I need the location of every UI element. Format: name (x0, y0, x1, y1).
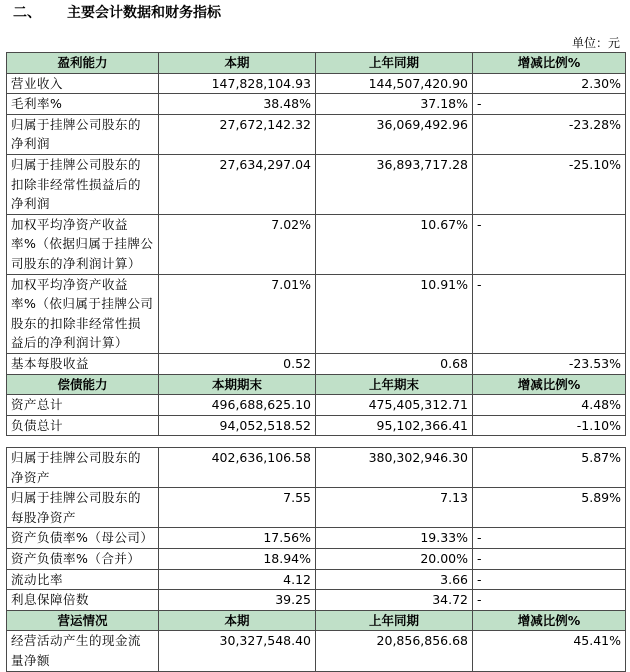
current-value: 0.52 (159, 353, 316, 374)
header-current: 本期 (159, 610, 316, 631)
current-value: 39.25 (159, 590, 316, 611)
row-label (7, 114, 159, 154)
current-value: 27,672,142.32 (159, 114, 316, 154)
current-value: 402,636,106.58 (159, 448, 316, 488)
row-label (7, 395, 159, 416)
row-label-line: 加权平均净资产收益 (11, 216, 129, 232)
row-label (7, 528, 159, 549)
previous-value: 37.18% (316, 94, 473, 115)
previous-value: 36,069,492.96 (316, 114, 473, 154)
row-label (7, 353, 159, 374)
row-label-line: 资产总计 (11, 397, 64, 413)
row-label-line: 每股净资产 (11, 509, 77, 525)
previous-value: 7.13 (316, 488, 473, 528)
row-label (7, 73, 159, 94)
header-previous: 上年同期 (316, 610, 473, 631)
row-label-line: 股东的扣除非经常性损 (11, 315, 142, 331)
row-label-line: 扣除非经常性损益后的 (11, 176, 142, 192)
row-label (7, 154, 159, 214)
change-value: - (473, 94, 626, 115)
row-label (7, 415, 159, 436)
row-label-line: 净利润 (11, 196, 51, 212)
change-value: 2.30% (473, 73, 626, 94)
previous-value: 34.72 (316, 590, 473, 611)
table-row (7, 114, 626, 154)
table-row (7, 528, 626, 549)
previous-value: 20,856,856.68 (316, 631, 473, 671)
row-label-line: 量净额 (11, 652, 51, 668)
header-previous: 上年同期 (316, 53, 473, 74)
row-label-line: 归属于挂牌公司股东的 (11, 156, 142, 172)
row-label-line: 经营活动产生的现金流 (11, 633, 142, 649)
row-label (7, 631, 159, 671)
change-value: 4.48% (473, 395, 626, 416)
row-label-line: 益后的净利润计算） (11, 335, 129, 351)
change-value: - (473, 528, 626, 549)
previous-value: 10.91% (316, 274, 473, 353)
row-label-line: 净资产 (11, 469, 51, 485)
previous-value: 20.00% (316, 548, 473, 569)
row-label (7, 274, 159, 353)
previous-value: 144,507,420.90 (316, 73, 473, 94)
row-label-line: 归属于挂牌公司股东的 (11, 450, 142, 465)
row-label (7, 94, 159, 115)
current-value: 18.94% (159, 548, 316, 569)
operation-rows (7, 631, 626, 671)
row-label-line: 归属于挂牌公司股东的 (11, 490, 142, 506)
header-change: 增减比例% (473, 53, 626, 74)
current-value: 17.56% (159, 528, 316, 549)
change-value: -23.28% (473, 114, 626, 154)
previous-value: 475,405,312.71 (316, 395, 473, 416)
profit-header-row (7, 53, 626, 74)
change-value: -23.53% (473, 353, 626, 374)
financial-table-lower (6, 447, 626, 672)
previous-value: 36,893,717.28 (316, 154, 473, 214)
header-period-end: 本期期末 (159, 374, 316, 395)
table-row (7, 548, 626, 569)
table-row (7, 154, 626, 214)
change-value: - (473, 569, 626, 590)
row-label-line: 率%（依据归属于挂牌公 (11, 236, 154, 252)
current-value: 147,828,104.93 (159, 73, 316, 94)
current-value: 7.55 (159, 488, 316, 528)
current-value: 30,327,548.40 (159, 631, 316, 671)
current-value: 4.12 (159, 569, 316, 590)
row-label-line: 负债总计 (11, 417, 64, 433)
profit-rows (7, 73, 626, 374)
table-row (7, 395, 626, 416)
previous-value: 19.33% (316, 528, 473, 549)
current-value: 7.01% (159, 274, 316, 353)
header-solvency: 偿债能力 (7, 374, 159, 395)
change-value: - (473, 590, 626, 611)
row-label (7, 214, 159, 274)
row-label-line: 资产负债率%（母公司） (11, 530, 154, 546)
table-row (7, 415, 626, 436)
current-value: 496,688,625.10 (159, 395, 316, 416)
solvency-rows-upper (7, 395, 626, 436)
row-label-line: 资产负债率%（合并） (11, 550, 141, 566)
section-title: 主要会计数据和财务指标 (67, 5, 221, 21)
header-change: 增减比例% (473, 610, 626, 631)
row-label-line: 基本每股收益 (11, 355, 90, 371)
table-row (7, 448, 626, 488)
row-label-line: 司股东的净利润计算） (11, 255, 142, 271)
section-heading (13, 4, 221, 22)
row-label (7, 448, 159, 488)
previous-value: 0.68 (316, 353, 473, 374)
change-value: - (473, 274, 626, 353)
change-value: - (473, 214, 626, 274)
previous-value: 10.67% (316, 214, 473, 274)
row-label (7, 548, 159, 569)
row-label (7, 488, 159, 528)
table-row (7, 590, 626, 611)
change-value: - (473, 548, 626, 569)
header-change: 增减比例% (473, 374, 626, 395)
previous-value: 3.66 (316, 569, 473, 590)
solvency-header-row (7, 374, 626, 395)
operation-header-row (7, 610, 626, 631)
table-row (7, 353, 626, 374)
section-number: 二、 (13, 5, 41, 21)
table-row (7, 214, 626, 274)
row-label-line: 营业收入 (11, 75, 64, 91)
table-row (7, 73, 626, 94)
header-operation: 营运情况 (7, 610, 159, 631)
row-label-line: 加权平均净资产收益 (11, 276, 129, 292)
table-row (7, 631, 626, 671)
table-row (7, 488, 626, 528)
change-value: -25.10% (473, 154, 626, 214)
change-value: 45.41% (473, 631, 626, 671)
unit-note: 单位：元 (571, 36, 620, 50)
current-value: 27,634,297.04 (159, 154, 316, 214)
change-value: 5.89% (473, 488, 626, 528)
financial-table-upper (6, 52, 626, 436)
current-value: 38.48% (159, 94, 316, 115)
change-value: -1.10% (473, 415, 626, 436)
current-value: 94,052,518.52 (159, 415, 316, 436)
previous-value: 95,102,366.41 (316, 415, 473, 436)
row-label (7, 569, 159, 590)
change-value: 5.87% (473, 448, 626, 488)
row-label-line: 利息保障倍数 (11, 592, 90, 608)
row-label-line: 流动比率 (11, 571, 64, 587)
row-label-line: 率%（依归属于挂牌公司 (11, 296, 154, 312)
row-label-line: 毛利率% (11, 96, 63, 112)
header-prior-period-end: 上年期末 (316, 374, 473, 395)
header-current: 本期 (159, 53, 316, 74)
current-value: 7.02% (159, 214, 316, 274)
table-row (7, 274, 626, 353)
row-label-line: 归属于挂牌公司股东的 (11, 116, 142, 132)
table-row (7, 569, 626, 590)
row-label (7, 590, 159, 611)
row-label-line: 净利润 (11, 136, 51, 152)
solvency-rows-lower (7, 448, 626, 611)
previous-value: 380,302,946.30 (316, 448, 473, 488)
table-row (7, 94, 626, 115)
header-profit: 盈利能力 (7, 53, 159, 74)
